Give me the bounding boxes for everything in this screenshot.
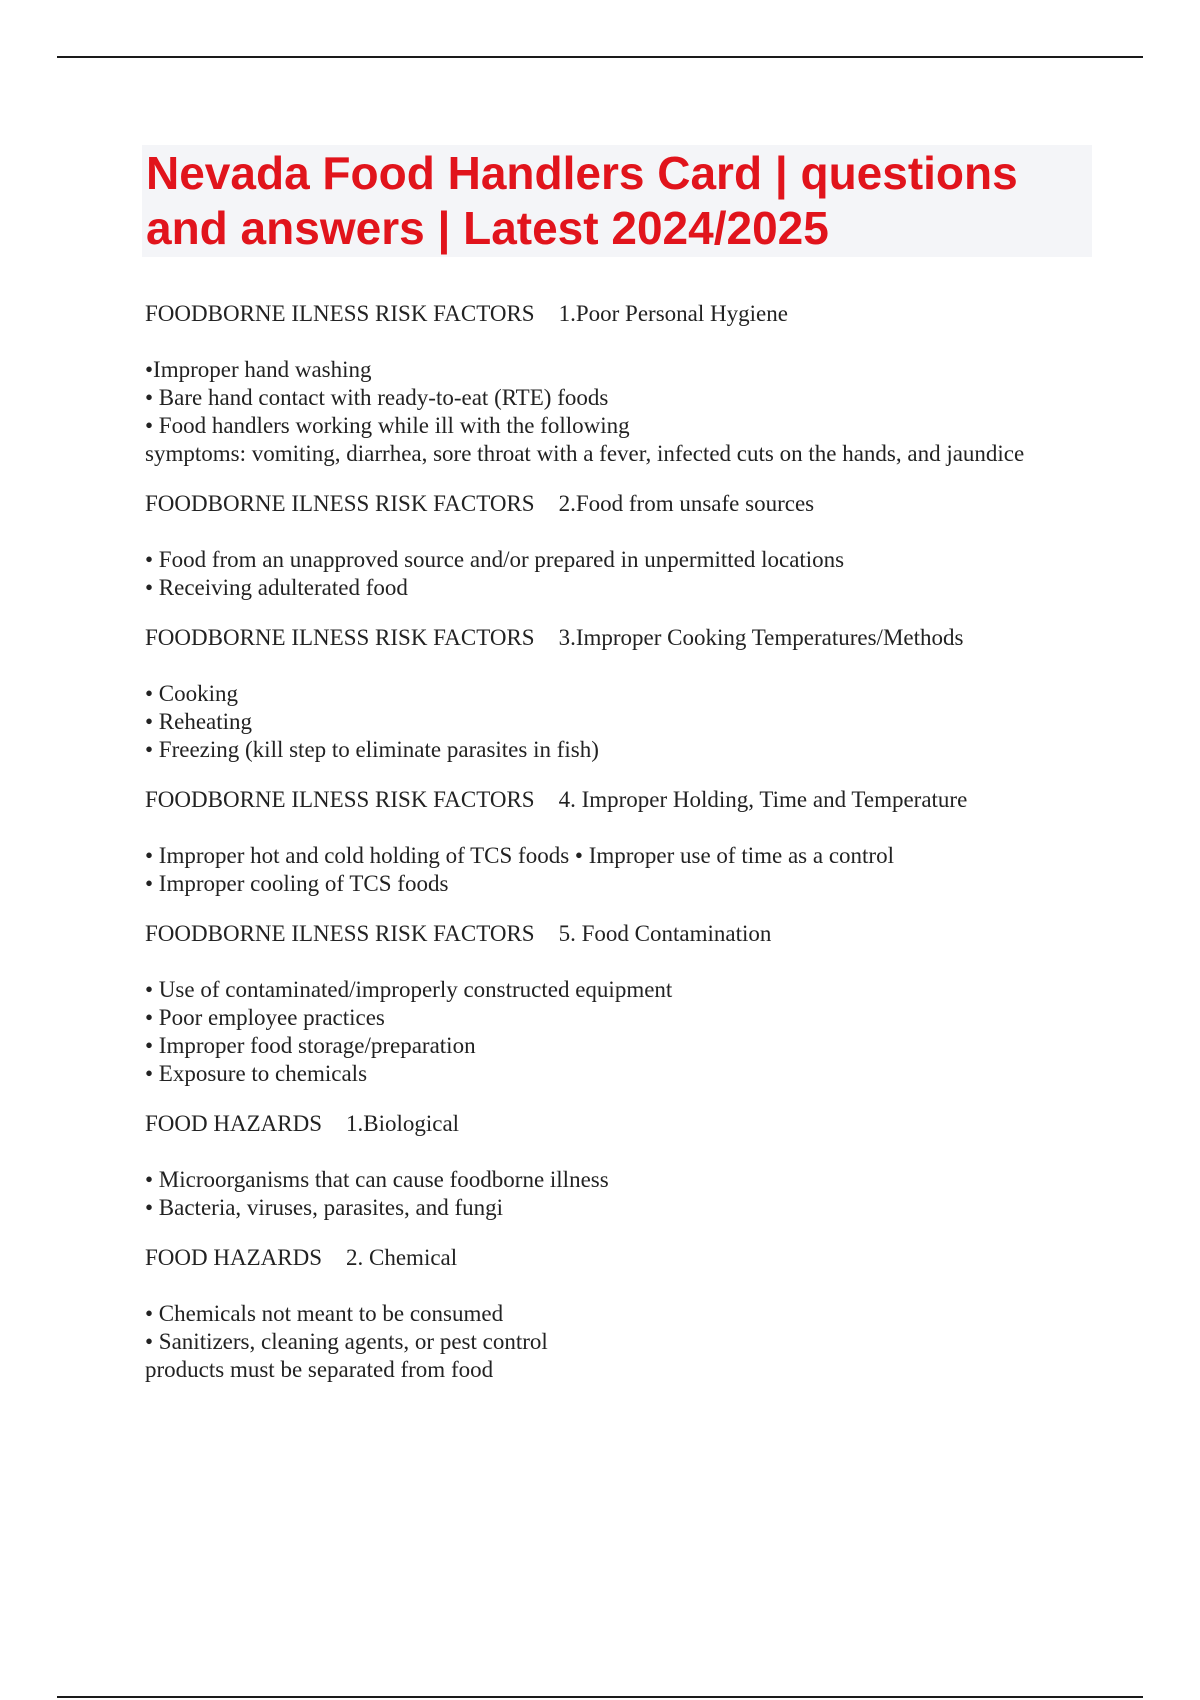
card-heading	[145, 786, 1105, 814]
detail-line: • Poor employee practices	[145, 1005, 385, 1030]
detail-line: symptoms: vomiting, diarrhea, sore throat with a fever, infected cuts on the hands, and jaundice	[145, 441, 1025, 466]
detail-line: • Use of contaminated/improperly constructed equipment	[145, 977, 673, 1002]
qa-card	[145, 786, 1105, 898]
card-definition: 5. Food Contamination	[558, 921, 772, 946]
detail-line: • Sanitizers, cleaning agents, or pest control	[145, 1329, 548, 1354]
card-heading	[145, 1244, 1105, 1272]
card-definition: 1.Poor Personal Hygiene	[558, 301, 788, 326]
card-heading	[145, 624, 1105, 652]
card-term: FOODBORNE ILNESS RISK FACTORS	[145, 787, 535, 812]
card-details	[145, 842, 1105, 898]
detail-line: • Improper cooling of TCS foods	[145, 871, 449, 896]
card-term: FOOD HAZARDS	[145, 1111, 322, 1136]
card-definition: 2. Chemical	[346, 1245, 458, 1270]
card-term: FOOD HAZARDS	[145, 1245, 322, 1270]
detail-line: • Food handlers working while ill with the following	[145, 413, 630, 438]
qa-card	[145, 300, 1105, 468]
qa-card	[145, 1244, 1105, 1384]
card-details	[145, 1300, 1105, 1384]
card-details	[145, 680, 1105, 764]
card-heading	[145, 920, 1105, 948]
qa-card	[145, 1110, 1105, 1222]
detail-line: •Improper hand washing	[145, 357, 372, 382]
detail-line: • Improper food storage/preparation	[145, 1033, 476, 1058]
detail-line: • Microorganisms that can cause foodborne illness	[145, 1167, 609, 1192]
detail-line: products must be separated from food	[145, 1357, 494, 1382]
card-details	[145, 356, 1105, 468]
detail-line: • Bare hand contact with ready-to-eat (RTE) foods	[145, 385, 609, 410]
detail-line: • Cooking	[145, 681, 239, 706]
detail-line: • Food from an unapproved source and/or prepared in unpermitted locations	[145, 547, 845, 572]
detail-line: • Bacteria, viruses, parasites, and fungi	[145, 1195, 504, 1220]
detail-line: • Improper hot and cold holding of TCS foods • Improper use of time as a control	[145, 843, 894, 868]
detail-line: • Reheating	[145, 709, 253, 734]
detail-line: • Chemicals not meant to be consumed	[145, 1301, 504, 1326]
card-details	[145, 1166, 1105, 1222]
card-term: FOODBORNE ILNESS RISK FACTORS	[145, 625, 535, 650]
card-term: FOODBORNE ILNESS RISK FACTORS	[145, 491, 535, 516]
bottom-rule	[57, 1696, 1143, 1698]
card-term: FOODBORNE ILNESS RISK FACTORS	[145, 301, 535, 326]
card-heading	[145, 490, 1105, 518]
qa-card	[145, 624, 1105, 764]
document-title: Nevada Food Handlers Card | questions and answers | Latest 2024/2025	[146, 147, 1018, 254]
card-definition: 2.Food from unsafe sources	[558, 491, 815, 516]
detail-line: • Receiving adulterated food	[145, 575, 408, 600]
card-details	[145, 976, 1105, 1088]
qa-card	[145, 490, 1105, 602]
card-definition: 3.Improper Cooking Temperatures/Methods	[558, 625, 964, 650]
document-body	[145, 300, 1105, 1406]
card-definition: 4. Improper Holding, Time and Temperature	[558, 787, 968, 812]
detail-line: • Exposure to chemicals	[145, 1061, 368, 1086]
card-details	[145, 546, 1105, 602]
top-rule	[57, 56, 1143, 58]
card-definition: 1.Biological	[346, 1111, 460, 1136]
detail-line: • Freezing (kill step to eliminate parasites in fish)	[145, 737, 599, 762]
card-term: FOODBORNE ILNESS RISK FACTORS	[145, 921, 535, 946]
qa-card	[145, 920, 1105, 1088]
card-heading	[145, 300, 1105, 328]
card-heading	[145, 1110, 1105, 1138]
